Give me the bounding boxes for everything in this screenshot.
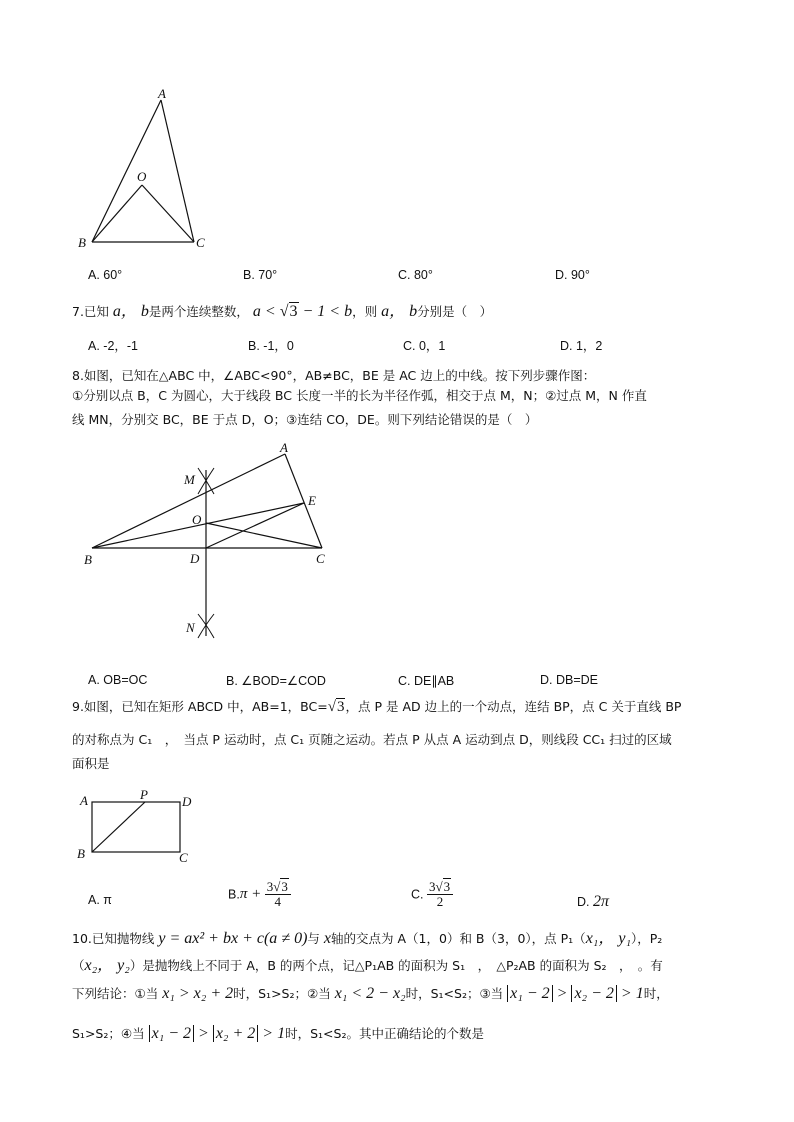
q9-line-1: 9.如图，已知在矩形 ABCD 中，AB=1，BC=√3，点 P 是 AD 边上的一个动点，连结 BP，点 C 关于直线 BP <box>72 699 682 715</box>
q7-option-c[interactable]: C. 0，1 <box>403 339 446 353</box>
q7-var-b: b <box>140 303 149 320</box>
q6-option-a[interactable]: A. 60° <box>88 268 123 282</box>
label-e: E <box>308 493 316 508</box>
q6-option-b[interactable]: B. 70° <box>243 268 278 282</box>
q8-option-a[interactable]: A. OB=OC <box>88 673 148 687</box>
q7-var-a2: a， <box>381 303 406 320</box>
q10-line-2: （x₂， y₂）是抛物线上不同于 A，B 的两个点，记△P₁AB 的面积为 S₁ ， △P₂AB 的面积为 S₂ ， 。有 <box>72 957 663 974</box>
label-m: M <box>184 472 195 487</box>
q10-line-3: 下列结论：①当 x₁ > x₂ + 2时，S₁>S₂；②当 x₁ < 2 − x₂时，S₁<S₂；③当 x₁ − 2 > x₂ − 2 > 1时， <box>72 985 669 1002</box>
q8-line-2: ①分别以点 B，C 为圆心，大于线段 BC 长度一半的长为半径作弧，相交于点 M，N；②过点 M，N 作直 <box>72 388 647 403</box>
label-a: A <box>158 86 166 101</box>
q7-inequality: a < √3 − 1 < b <box>252 303 353 320</box>
q9-line-3: 面积是 <box>72 756 110 771</box>
label-a: A <box>280 440 288 455</box>
q8-option-c[interactable]: C. DE∥AB <box>398 674 455 688</box>
q7-end: 分别是（ ） <box>417 304 493 319</box>
q7-option-d[interactable]: D. 1，2 <box>560 339 603 353</box>
q7-var-a: a， <box>112 303 137 320</box>
label-c: C <box>196 235 205 250</box>
edge-ab <box>92 100 161 242</box>
label-d: D <box>182 794 192 809</box>
q9-sqrt3: √3 <box>327 699 345 715</box>
q8-line-3: 线 MN，分别交 BC，BE 于点 D，O；③连结 CO，DE。则下列结论错误的是（ ） <box>72 412 538 427</box>
label-b: B <box>84 552 92 567</box>
label-p: P <box>140 787 148 802</box>
q6-triangle-figure <box>70 82 220 257</box>
q7-option-b[interactable]: B. -1，0 <box>248 339 294 353</box>
q9-line-2: 的对称点为 C₁ ， 当点 P 运动时，点 C₁ 页随之运动。若点 P 从点 A 运动到点 D，则线段 CC₁ 扫过的区域 <box>72 732 672 747</box>
label-c: C <box>179 850 188 865</box>
label-b: B <box>78 235 86 250</box>
q6-option-c[interactable]: C. 80° <box>398 268 433 282</box>
q8-option-d[interactable]: D. DB=DE <box>540 673 599 687</box>
q7-stem <box>72 298 492 321</box>
q9-option-d[interactable]: D. 2π <box>577 893 609 910</box>
label-a: A <box>80 793 88 808</box>
label-b: B <box>77 846 85 861</box>
label-c: C <box>316 551 325 566</box>
q7-option-a[interactable]: A. -2，-1 <box>88 339 139 353</box>
q6-option-d[interactable]: D. 90° <box>555 268 590 282</box>
q10-line-1: 10.已知抛物线 y = ax² + bx + c(a ≠ 0)与 x轴的交点为 A（1，0）和 B（3，0），点 P₁（x₁， y₁），P₂ <box>72 930 663 947</box>
label-o: O <box>137 169 147 184</box>
q10-line-4: S₁>S₂；④当 x₁ − 2 > x₂ + 2 > 1时，S₁<S₂。其中正确结论的个数是 <box>72 1025 484 1042</box>
q8-line-1: 8.如图，已知在△ABC 中，∠ABC<90°，AB≠BC，BE 是 AC 边上的中线。按下列步骤作图： <box>72 368 596 383</box>
edge-ac <box>161 100 194 242</box>
q7-number: 7.已知 <box>72 304 109 319</box>
label-n: N <box>186 620 195 635</box>
label-d: D <box>190 551 200 566</box>
q7-mid: 是两个连续整数， <box>148 304 249 319</box>
edge-oc <box>142 185 194 242</box>
q8-construction-figure <box>80 440 340 645</box>
q9-option-a[interactable]: A. π <box>88 893 112 907</box>
edge-ob <box>92 185 142 242</box>
q7-var-b2: b <box>409 303 418 320</box>
q7-then: ，则 <box>352 304 378 319</box>
q9-option-b[interactable]: B.π + $\frac{3√3}{4}$ <box>228 880 291 909</box>
q9-rectangle-figure <box>74 786 204 866</box>
q9-option-c[interactable]: C. $\frac{3√3}{2}$ <box>411 880 453 909</box>
label-o: O <box>192 512 202 527</box>
q8-option-b[interactable]: B. ∠BOD=∠COD <box>226 674 326 688</box>
